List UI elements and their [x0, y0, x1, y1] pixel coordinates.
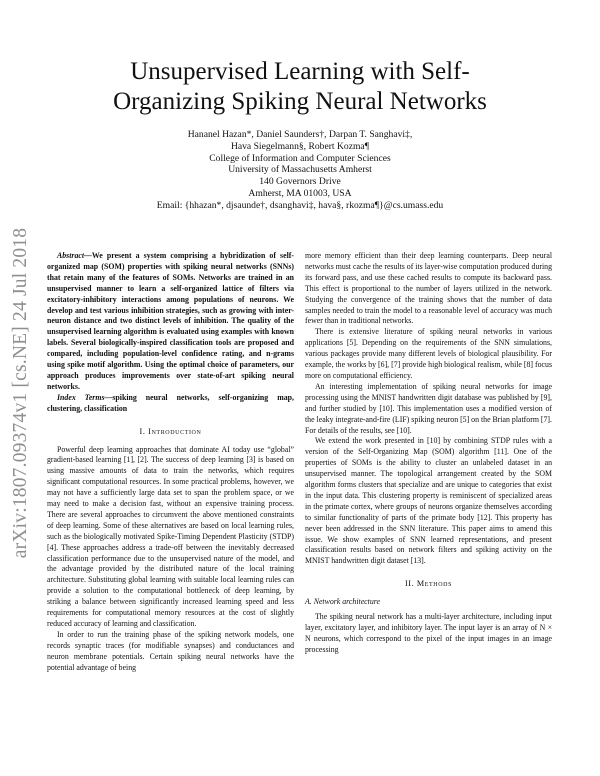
author-names-line-2: Hava Siegelmann§, Robert Kozma¶: [230, 140, 370, 152]
abstract-lead: Abstract: [57, 251, 85, 260]
arxiv-stamp: [4, 195, 38, 590]
intro-paragraph-2: In order to run the training phase of the spiking network models, one records synaptic traces (for modifiable synapses) and conductances and neuron membrane potentials. Certain spiking neural networks have the potential advantage of being: [47, 629, 294, 672]
intro-paragraph-1: Powerful deep learning approaches that dominate AI today use “global” gradient-based learning [1], [2]. The success of deep learning [3] is based on using massive amounts of data to train the networks, which requires significant computational resources. In some practical problems, however, we may not have a sufficiently large data set to span the problem space, or we may need to make a decision fast, without an expensive training process. There are several approaches to circumvent the above mentioned constraints of deep learning. Some of these alternatives are based on local learning rules, such as the biologically motivated Spike-Timing Dependent Plasticity (STDP) [4]. These approaches address a trade-off between the inevitably decreased classification performance due to the unsupervised nature of the model, and the advantage provided by the distributed nature of the local training architecture. Substituting global learning with suitable local learning rules can provide a solution to the computational bottleneck of deep learning, by striking a balance between significantly increased learning speed and less requirements for computational memory resources at the cost of slightly reduced accuracy of learning and classification.: [47, 444, 294, 628]
section-heading-introduction: I. Introduction: [139, 426, 202, 436]
left-column: [47, 251, 294, 674]
abstract-text: —We present a system comprising a hybridization of self-organized map (SOM) properties with spiking neural networks (SNNs) that retain many of the features of SOMs. Networks are trained in an unsupervised manner to learn a self-organized lattice of filters via excitatory-inhibitory interactions among populations of neurons. We develop and test various inhibition strategies, such as growing with inter-neuron distance and two distinct levels of inhibition. The quality of the unsupervised learning algorithm is evaluated using examples with known labels. Several biologically-inspired classification tools are proposed and compared, including population-level confidence rating, and n-grams using spike motif algorithm. Using the optimal choice of parameters, our approach produces improvements over state-of-art spiking neural networks.: [47, 251, 294, 391]
methods-paragraph-1: The spiking neural network has a multi-layer architecture, including input layer, excitatory layer, and inhibitory layer. The input layer is an array of N × N neurons, which correspond to the pixel of the input images in an image processing: [305, 612, 552, 654]
address-city: Amherst, MA 01003, USA: [248, 187, 352, 199]
author-emails: Email: {hhazan*, djsaunde†, dsanghavi‡, hava§, rkozma¶}@cs.umass.edu: [156, 199, 444, 211]
abstract: [47, 251, 294, 393]
index-terms-lead: Index Terms: [57, 392, 105, 402]
author-names-line-1: Hananel Hazan*, Daniel Saunders†, Darpan T. Sanghavi‡,: [187, 129, 413, 140]
right-paragraph-4: We extend the work presented in [10] by combining STDP rules with a version of the Self-Organizing Map (SOM) algorithm [11]. One of the properties of SOMs is the ability to cluster an unlabeled dataset in an unsupervised manner. The topological arrangement created by the SOM algorithm forms clusters that specialize and are unique to categories that exist in the input data. This clustering property is reminiscent of specialized areas in the primate cortex, where groups of neurons organize themselves according to similar functionality of parts of the primate body [12]. This property has never been addressed in the SNN literature. This paper aims to amend this issue. We show examples of SNN learned representations, and present classification results based on network filters and spiking activity on the MNIST handwritten digit dataset [13].: [305, 436, 552, 566]
arxiv-id: arXiv:1807.09374v1 [cs.NE] 24 Jul 2018: [10, 227, 31, 558]
affiliation-college: College of Information and Computer Sciences: [209, 152, 391, 164]
affiliation-university: University of Massachusetts Amherst: [228, 164, 372, 176]
paper-title: Unsupervised Learning with Self-Organizing Spiking Neural Networks: [113, 58, 487, 115]
right-paragraph-1: more memory efficient than their deep learning counterparts. Deep neural networks must cache the results of its layer-wise computation produced during its forward pass, and use these cached results to compute its backward pass. This effect is proportional to the number of layers utilized in the network. Studying the convergence of the training shows that the number of data samples needed to train the model to a reasonable level of accuracy was much fewer than in traditional networks.: [305, 251, 552, 326]
address-street: 140 Governors Drive: [259, 176, 341, 188]
right-paragraph-3: An interesting implementation of spiking neural networks for image processing using the MNIST handwritten digit database was published by [9], and further studied by [10]. This implementation uses a modified version of the leaky integrate-and-fire (LIF) spiking neuron [5] on the Brian platform [7]. For details of the results, see [10].: [305, 381, 552, 435]
author-block: [150, 129, 450, 212]
right-paragraph-2: There is extensive literature of spiking neural networks in various applications [5]. Depending on the requirements of the SNN simulations, various packages provide many different levels of biological plausibility. For example, the works by [6], [7] provide high biological realism, while [8] focus more on computational efficiency.: [305, 327, 552, 380]
section-heading-methods: II. Methods: [404, 579, 453, 589]
index-terms: [47, 393, 294, 415]
right-column: [305, 251, 552, 656]
subsection-heading-network-architecture: A. Network architecture: [305, 597, 381, 607]
index-terms-text: —spiking neural networks, self-organizing map, clustering, classification: [47, 392, 294, 413]
